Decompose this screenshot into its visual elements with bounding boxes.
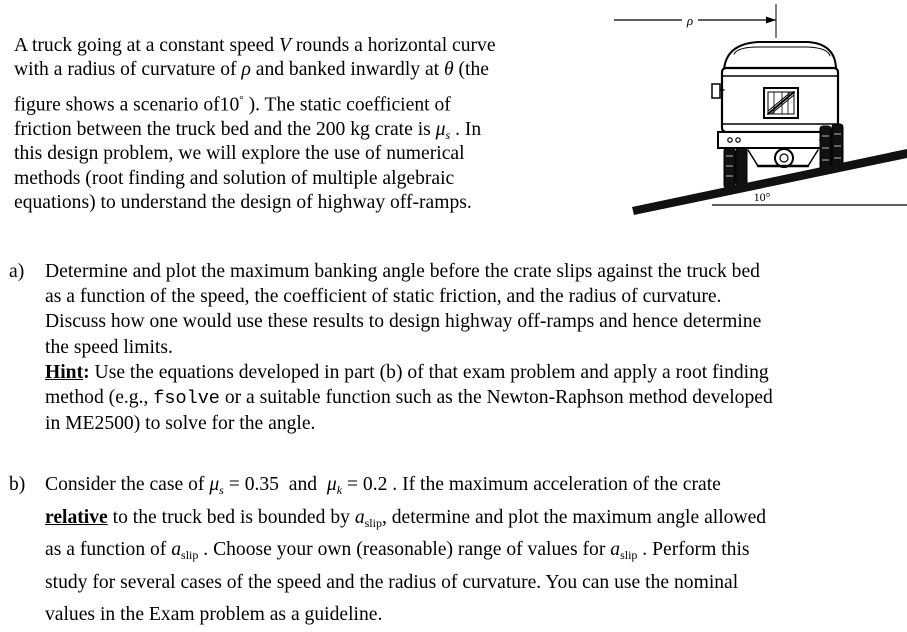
- rho-dimension: [614, 4, 776, 38]
- part-a-line-1: Determine and plot the maximum banking angle before the crate slips against the truck bed: [45, 261, 760, 282]
- subscript-s: s: [219, 483, 224, 497]
- subscript-slip: slip: [364, 515, 382, 530]
- text: ). The static coefficient of: [243, 94, 451, 116]
- part-b: [9, 469, 899, 632]
- part-a-hint-line: [45, 360, 899, 385]
- subscript-s: s: [445, 128, 451, 143]
- part-b-line-4: study for several cases of the speed and the radius of curvature. You can use the nominal: [45, 571, 739, 593]
- degree-mark: °: [239, 94, 244, 107]
- part-a-line-2: as a function of the speed, the coefficient of static friction, and the radius of curvature.: [45, 286, 722, 308]
- text: A truck going at a constant speed: [14, 35, 279, 56]
- text: friction between the truck bed and the 200 kg crate is: [14, 119, 436, 141]
- symbol-a: a: [354, 506, 365, 528]
- truck-banked-curve-figure: [608, 0, 907, 222]
- symbol-mu: μ: [209, 474, 220, 495]
- text: Use the equations developed in part (b) of that exam problem and apply a root finding: [89, 361, 769, 383]
- text: with a radius of curvature of: [14, 59, 242, 81]
- symbol-rho: ρ: [241, 59, 251, 81]
- angle-label: 10°: [753, 190, 771, 204]
- intro-line-5: this design problem, we will explore the use of numerical: [14, 143, 465, 165]
- text: as a function of: [45, 539, 172, 560]
- text: . Perform this: [637, 539, 750, 560]
- intro-line-3: [14, 88, 614, 118]
- subscript-k: k: [336, 483, 343, 497]
- crate-icon: [764, 88, 798, 118]
- text: and: [278, 474, 327, 495]
- subscript-slip: slip: [620, 548, 638, 562]
- text: rounds a horizontal curve: [290, 35, 496, 56]
- intro-paragraph: [14, 34, 614, 215]
- part-a-line-4: the speed limits.: [45, 336, 173, 358]
- hint-label: Hint: [45, 361, 84, 383]
- intro-line-6: methods (root finding and solution of multiple algebraic: [14, 167, 455, 189]
- intro-line-1: [14, 34, 614, 58]
- symbol-v: V: [279, 35, 291, 56]
- part-a-body: [45, 259, 899, 436]
- symbol-mu: μ: [435, 119, 446, 141]
- part-a-line-7: in ME2500) to solve for the angle.: [45, 413, 316, 435]
- part-a-line-6: [45, 385, 899, 411]
- text: , determine and plot the maximum angle allowed: [381, 506, 767, 528]
- text: Consider the case of: [45, 474, 210, 495]
- symbol-a: a: [610, 539, 621, 560]
- part-b-label: b): [9, 474, 26, 495]
- part-b-line-2: [45, 502, 899, 535]
- part-a: [9, 259, 899, 436]
- intro-line-4: [14, 118, 614, 142]
- mu-k-value: = 0.2: [342, 474, 388, 495]
- mu-s-value: = 0.35: [223, 474, 279, 495]
- text: . In: [450, 119, 482, 141]
- text: or a suitable function such as the Newton-Raphson method developed: [219, 387, 773, 409]
- angle-value: 10: [219, 94, 240, 116]
- part-a-line-3: Discuss how one would use these results to design highway off-ramps and hence determine: [45, 311, 762, 333]
- text: (the: [453, 59, 489, 81]
- text: method (e.g.,: [45, 387, 154, 409]
- part-b-body: [45, 469, 899, 632]
- hint-colon: :: [83, 361, 90, 383]
- text: figure shows a scenario of: [14, 94, 220, 116]
- part-a-label: a): [9, 261, 25, 282]
- symbol-a: a: [171, 539, 182, 560]
- symbol-theta: θ: [444, 59, 454, 81]
- symbol-mu: μ: [326, 474, 337, 495]
- banked-road: [632, 149, 907, 215]
- part-b-line-5: values in the Exam problem as a guideline.: [45, 604, 383, 625]
- text: to the truck bed is bounded by: [107, 506, 355, 528]
- intro-line-2: [14, 58, 614, 82]
- subscript-slip: slip: [181, 548, 199, 562]
- part-b-line-1: [45, 469, 899, 502]
- rho-label: ρ: [686, 13, 694, 28]
- text: . If the maximum acceleration of the crate: [387, 474, 721, 495]
- text: and banked inwardly at: [250, 59, 444, 81]
- text: . Choose your own (reasonable) range of values for: [198, 539, 611, 560]
- part-b-line-3: [45, 534, 899, 567]
- fsolve-code: fsolve: [153, 388, 220, 410]
- relative-emphasis: relative: [45, 506, 108, 528]
- intro-line-7: equations) to understand the design of highway off-ramps.: [14, 191, 472, 213]
